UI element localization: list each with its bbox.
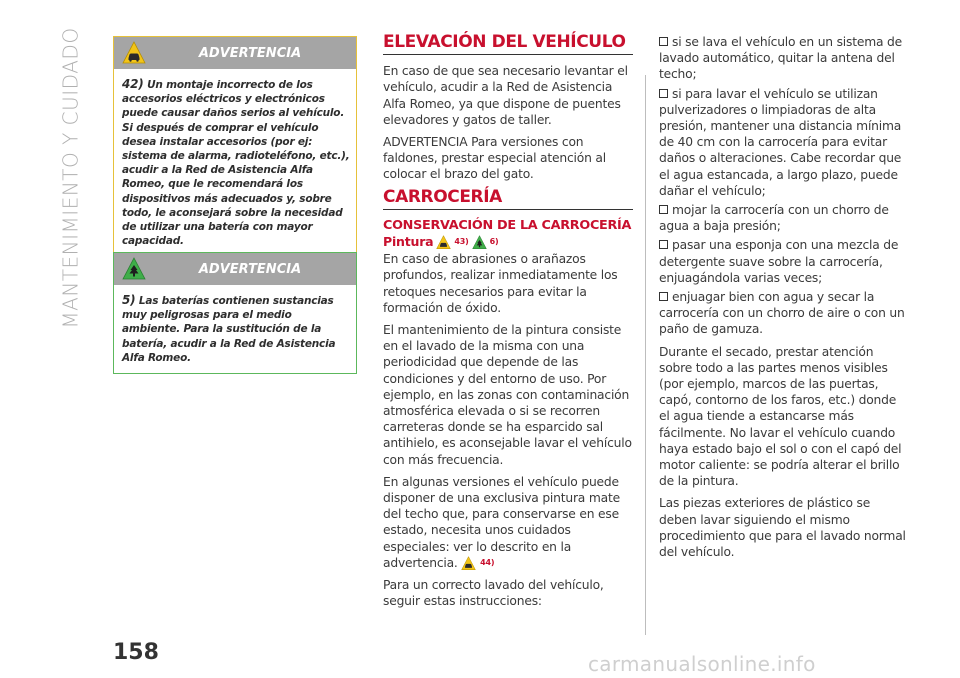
checkbox-bullet-icon bbox=[659, 205, 668, 214]
list-item-text: enjuagar bien con agua y secar la carrocería con un chorro de aire o con un paño de gamuza. bbox=[659, 290, 905, 337]
list-item-text: pasar una esponja con una mezcla de detergente suave sobre la carrocería, enjuagándola varias veces; bbox=[659, 238, 899, 285]
heading-bodywork: CARROCERÍA bbox=[383, 189, 633, 210]
warning-text bbox=[114, 69, 356, 256]
paragraph: En caso de abrasiones o arañazos profundos, realizar inmediatamente los retoques necesarios para evitar la formación de óxido. bbox=[383, 252, 618, 315]
warning-reference[interactable]: 6) bbox=[489, 237, 499, 247]
paragraph: Las piezas exteriores de plástico se deben lavar siguiendo el mismo procedimiento que para el lavado normal del vehículo. bbox=[659, 496, 906, 560]
warning-header bbox=[114, 37, 356, 69]
paragraph: Durante el secado, prestar atención sobre todo a las partes menos visibles (por ejemplo, marcos de las puertas, capó, contorno de los faros, etc.) donde el agua tiende a estancarse más fácilmente. No lavar el vehículo cuando haya estado bajo el sol o con el capó del motor caliente: se podría alterar el brillo de la pintura. bbox=[659, 344, 902, 489]
warning-box-battery bbox=[113, 252, 357, 374]
heading-vehicle-lifting: ELEVACIÓN DEL VEHÍCULO bbox=[383, 34, 633, 55]
checkbox-bullet-icon bbox=[659, 240, 668, 249]
warning-header bbox=[114, 253, 356, 285]
warning-reference[interactable]: 43) bbox=[454, 237, 469, 247]
tree-environment-icon bbox=[122, 257, 146, 281]
paragraph-text: En algunas versiones el vehículo puede disponer de una exclusiva pintura mate del techo que, para conservarse en ese estado, necesita unos cuidados especiales: ver lo descrito en la advertencia. bbox=[383, 474, 620, 570]
subheading-bodywork-care: CONSERVACIÓN DE LA CARROCERÍA bbox=[383, 217, 632, 233]
checkbox-bullet-icon bbox=[659, 37, 668, 46]
list-item bbox=[659, 34, 909, 83]
list-item bbox=[659, 86, 909, 199]
column-divider bbox=[645, 75, 646, 635]
chapter-side-title-text: MANTENIMIENTO Y CUIDADO bbox=[59, 27, 84, 329]
tree-environment-icon bbox=[472, 235, 487, 250]
car-warning-icon bbox=[436, 235, 451, 250]
warning-box-accessories bbox=[113, 36, 357, 257]
car-warning-icon bbox=[122, 41, 146, 65]
checkbox-bullet-icon bbox=[659, 89, 668, 98]
paint-heading bbox=[383, 234, 633, 250]
warning-body: Las baterías contienen sustancias muy peligrosas para el medio ambiente. Para la sustitución de la batería, acudir a la Red de Asistencia Alfa Romeo. bbox=[122, 295, 336, 364]
middle-column bbox=[383, 34, 633, 616]
list-item-text: mojar la carrocería con un chorro de agua a baja presión; bbox=[659, 203, 889, 234]
paragraph: El mantenimiento de la pintura consiste en el lavado de la misma con una periodicidad que depende de las condiciones y del entorno de uso. Por ejemplo, en las zonas con contaminación atmosférica elevada o si se recorren carreteras donde se ha esparcido sal antihielo, es aconsejable lavar el vehículo con más frecuencia. bbox=[383, 323, 632, 467]
list-item-text: si para lavar el vehículo se utilizan pulverizadores o limpiadoras de alta presión, mantener una distancia mínima de 40 cm con la carrocería para evitar daños o alteraciones. Cabe recordar que el agua estancada, a largo plazo, puede dañar el vehículo; bbox=[659, 86, 902, 198]
watermark: carmanualsonline.info bbox=[588, 652, 816, 676]
warning-reference[interactable]: 44) bbox=[480, 557, 495, 567]
paragraph bbox=[383, 474, 633, 571]
list-item bbox=[659, 202, 909, 234]
chapter-side-title bbox=[56, 28, 86, 328]
warning-title: ADVERTENCIA bbox=[198, 45, 302, 61]
list-item bbox=[659, 289, 909, 338]
warning-number: 5) bbox=[122, 293, 136, 307]
paint-label: Pintura bbox=[383, 234, 434, 250]
warning-body: Un montaje incorrecto de los accesorios eléctricos y electrónicos puede causar daños serios al vehículo. Si después de comprar el vehículo desea instalar accesorios (por ej: sistema de alarma, radioteléfono, etc.), acudir a la Red de Asistencia Alfa Romeo, que le recomendará los dispositivos más adecuados y, sobre todo, le aconsejará sobre la necesidad de utilizar una batería con mayor capacidad. bbox=[122, 79, 350, 248]
warning-title: ADVERTENCIA bbox=[198, 261, 302, 277]
paragraph: ADVERTENCIA Para versiones con faldones, prestar especial atención al colocar el brazo del gato. bbox=[383, 135, 606, 182]
right-column bbox=[659, 34, 909, 566]
paragraph: En caso de que sea necesario levantar el vehículo, acudir a la Red de Asistencia Alfa Romeo, ya que dispone de puentes elevadores y gatos de taller. bbox=[383, 64, 628, 127]
list-item bbox=[659, 237, 909, 286]
page-number: 158 bbox=[113, 640, 159, 665]
list-item-text: si se lava el vehículo en un sistema de lavado automático, quitar la antena del techo; bbox=[659, 35, 903, 82]
warning-text bbox=[114, 285, 356, 373]
paragraph: Para un correcto lavado del vehículo, seguir estas instrucciones: bbox=[383, 578, 604, 609]
warning-number: 42) bbox=[122, 77, 144, 91]
car-warning-icon bbox=[461, 556, 476, 571]
checkbox-bullet-icon bbox=[659, 292, 668, 301]
